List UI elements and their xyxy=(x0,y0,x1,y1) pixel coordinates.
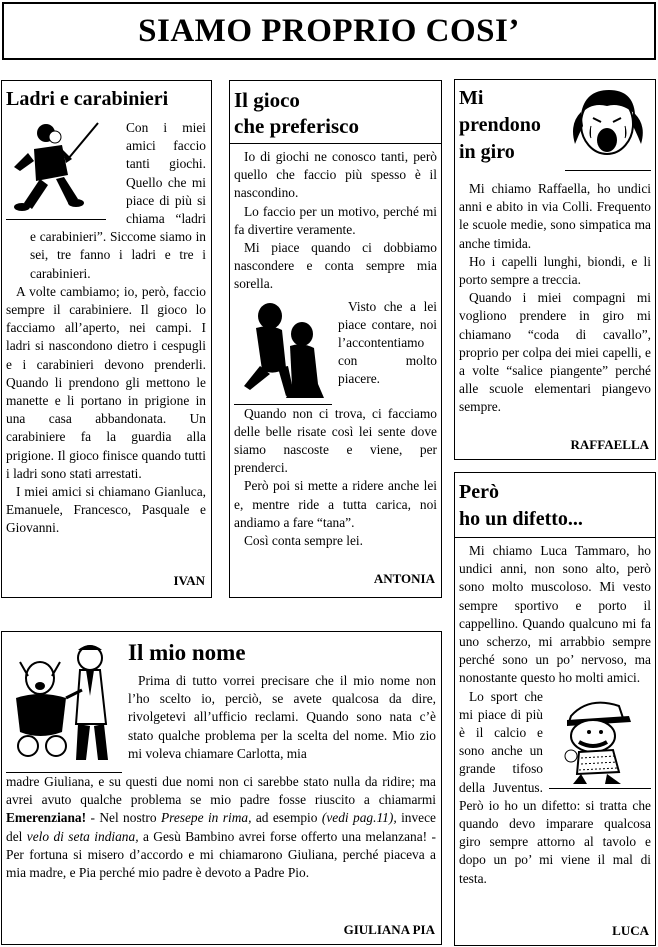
text-run: madre Giuliana, e su questi due nomi non ci sarebbe stato nulla da ridire; ma avrei avuto qualche problema se mio padre fosse riuscito a chiamarmi xyxy=(6,774,436,808)
running-thief-icon xyxy=(6,119,106,220)
article-nome xyxy=(1,631,442,945)
title-line: Il gioco xyxy=(234,88,300,112)
article-body xyxy=(230,144,441,550)
text-run-italic: Presepe in rima, xyxy=(160,810,252,826)
article-body xyxy=(455,176,655,417)
crying-girl-icon xyxy=(565,84,651,171)
signature: LUCA xyxy=(612,923,649,938)
paragraph: Così conta sempre lei. xyxy=(244,533,363,549)
paragraph: A volte cambiamo; io, però, faccio sempre il carabiniere. Il gioco lo facciamo all’aperto, nei campi. I ladri si nascondono dietro i cespugli e i carabinieri devono prenderli. Quando li prendono gli mettono le manette e li portano in prigione in una casa abbandonata. Un carabiniere fa la guardia alla prigione. Il gioco finisce quando tutti i ladri sono stati arrestati. xyxy=(6,283,206,481)
text-run: - Nel nostro xyxy=(86,810,161,826)
title-line: Mi xyxy=(459,87,484,109)
article-title xyxy=(230,81,441,139)
signature: IVAN xyxy=(173,573,205,588)
article-title: Il mio nome xyxy=(128,640,246,665)
article-gioco xyxy=(229,80,442,598)
paragraph: Mi chiamo Luca Tammaro, ho undici anni, non sono alto, però sono molto muscoloso. Mi vesto sempre sportivo e porto il cappellino. Quando qualcuno mi fa uno scherzo, mi arrabbio sempre perché sono un po’ nervoso, ma nonostante questo ho molti amici. xyxy=(459,543,651,686)
baby-pram-father-icon xyxy=(6,636,122,773)
paragraph xyxy=(6,773,436,882)
signature: RAFFAELLA xyxy=(570,437,649,452)
article-title xyxy=(455,473,655,533)
text-run-italic: (vedi pag.11), xyxy=(321,810,397,826)
paragraph: I miei amici si chiamano Gianluca, Emanuele, Francesco, Pasquale e Giovanni. xyxy=(6,484,206,536)
title-line: in giro xyxy=(459,141,515,163)
title-line: che preferisco xyxy=(234,114,359,138)
text-run-italic: velo di seta indiana, xyxy=(26,828,139,844)
paragraph: Mi piace quando ci dobbiamo nascondere e conta sempre mia sorella. xyxy=(234,240,437,292)
title-line: ho un difetto... xyxy=(459,508,583,530)
article-ladri xyxy=(1,80,212,598)
cartoon-boy-cap-icon xyxy=(549,692,651,789)
article-body xyxy=(2,632,441,882)
paragraph: Io di giochi ne conosco tanti, però quello che faccio più spesso è il nascondino. xyxy=(234,149,437,201)
paragraph: Quando non ci trova, ci facciamo delle belle risate così lei sente dove siamo nascoste e viene, per prenderci. xyxy=(234,405,437,476)
paragraph: Però poi si mette a ridere anche lei e, mentre ride a tutta carica, noi andiamo a fare “tana”. xyxy=(234,478,437,530)
text-run-bold: Emerenziana! xyxy=(6,810,87,826)
title-line: Però xyxy=(459,481,499,503)
signature: ANTONIA xyxy=(373,571,435,586)
article-giro xyxy=(454,79,656,460)
text-run: a Gesù Bambino avrei forse offerto una melanzana! - Per fortuna si misero d’accordo e mi chiamarono Giuliana, perché piaceva a mia madre, e Pia perché mio padre è devoto a Padre Pio. xyxy=(6,828,436,881)
article-difetto xyxy=(454,472,656,946)
title-line: prendono xyxy=(459,114,541,136)
children-silhouette-icon xyxy=(234,298,332,405)
article-title: Ladri e carabinieri xyxy=(6,88,169,110)
paragraph: Lo sport che mi piace di più è il calcio e sono anche un grande tifoso della Juventus. Però io ho un difetto: si tratta che quando devo imparare qualcosa giro sempre attorno al tavolo e dopo un po’ mi viene il mal di testa. xyxy=(459,688,651,886)
paragraph: Con i miei amici faccio tanti giochi. Quello che mi piace di più si chiama “ladri e carabinieri”. Siccome siamo in sei, tre fanno i ladri e tre i carabinieri. xyxy=(30,120,206,281)
article-header xyxy=(455,80,655,176)
article-body xyxy=(455,538,655,888)
paragraph: Quando i miei compagni mi vogliono prendere in giro mi chiamano “coda di cavallo”, proprio per colpa dei miei capelli, e a volte “salice piangente” perché alle scuole elementari piangevo sempre. xyxy=(459,290,651,415)
text-run: ad esempio xyxy=(251,810,322,826)
paragraph: Ho i capelli lunghi, biondi, e li porto sempre a treccia. xyxy=(459,253,651,288)
page-title-box xyxy=(2,2,656,60)
paragraph: Mi chiamo Raffaella, ho undici anni e abito in via Colli. Frequento le scuole medie, sono simpatica ma anche timida. xyxy=(459,181,651,251)
paragraph: Visto che a lei piace contare, noi l’accontentiamo con molto piacere. xyxy=(338,298,437,387)
page-title: SIAMO PROPRIO COSI’ xyxy=(138,13,520,49)
article-body xyxy=(2,111,211,538)
text-run: invece del xyxy=(6,810,437,844)
paragraph: Lo faccio per un motivo, perché mi fa divertire veramente. xyxy=(234,203,437,237)
paragraph: Prima di tutto vorrei precisare che il mio nome non l’ho scelto io, perciò, se avete qualcosa da dire, rivolgetevi all’ufficio reclami. Quando sono nata c’è stato qualche problema per la scelta del nome. Mio zio mi voleva chiamare Carlotta, mia xyxy=(128,673,436,761)
signature: GIULIANA PIA xyxy=(343,922,435,937)
